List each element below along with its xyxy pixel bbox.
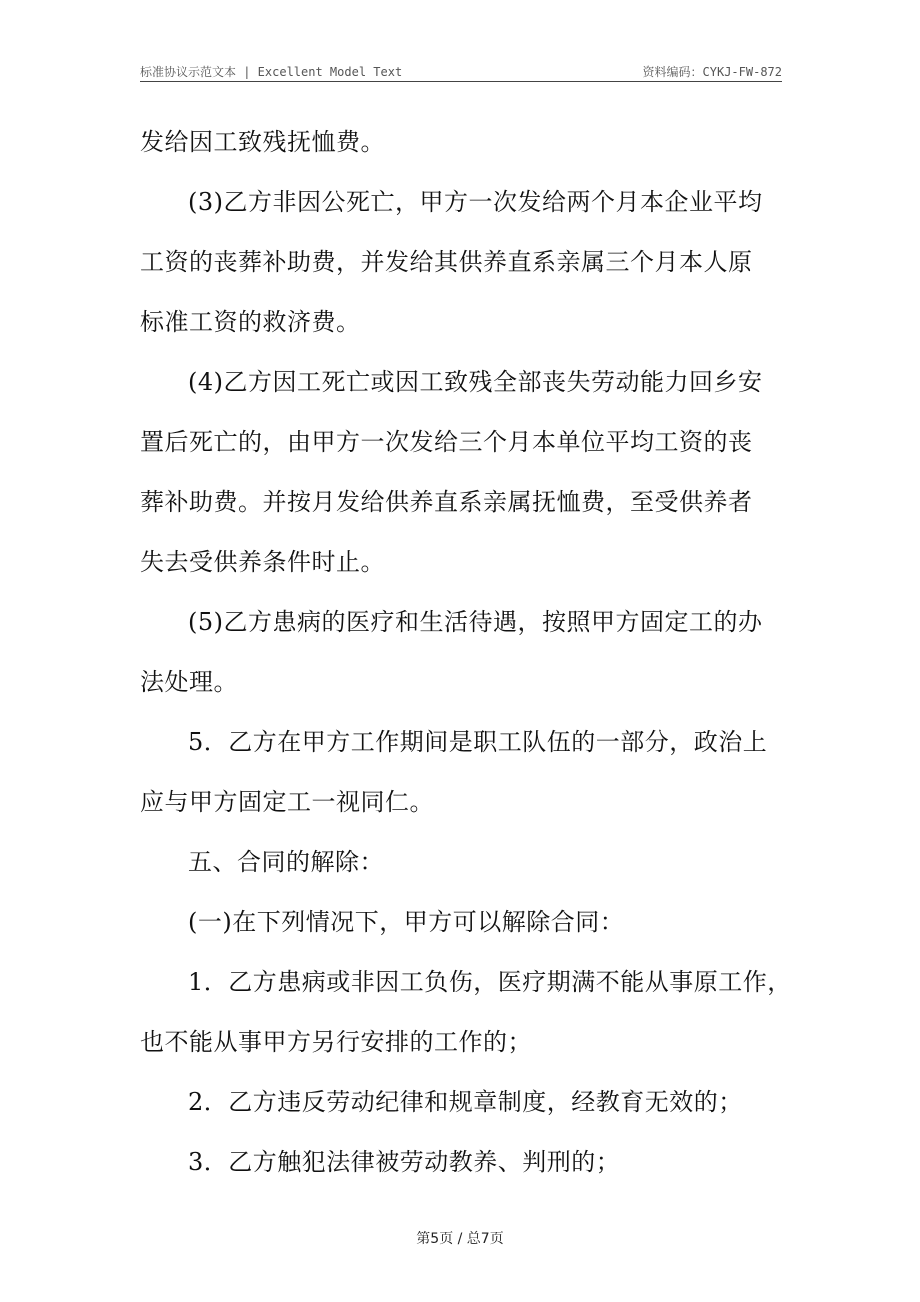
body-line: 标准工资的救济费。 [140, 308, 361, 336]
body-line: 5．乙方在甲方工作期间是职工队伍的一部分，政治上 [188, 728, 768, 756]
section-heading: 五、合同的解除： [188, 848, 384, 876]
body-line: (4)乙方因工死亡或因工致残全部丧失劳动能力回乡安 [188, 368, 763, 396]
body-line: 工资的丧葬补助费，并发给其供养直系亲属三个月本人原 [140, 248, 753, 276]
body-line: 置后死亡的，由甲方一次发给三个月本单位平均工资的丧 [140, 428, 753, 456]
body-line: 应与甲方固定工一视同仁。 [140, 788, 434, 816]
body-line: 葬补助费。并按月发给供养直系亲属抚恤费，至受供养者 [140, 488, 753, 516]
page-number: 第5页 / 总7页 [416, 1231, 504, 1247]
body-line: (5)乙方患病的医疗和生活待遇，按照甲方固定工的办 [188, 608, 763, 636]
document-body [140, 112, 792, 1192]
body-line: 失去受供养条件时止。 [140, 548, 385, 576]
body-line: 法处理。 [140, 668, 238, 696]
body-line: 也不能从事甲方另行安排的工作的； [140, 1028, 532, 1056]
header-title: 标准协议示范文本 | Excellent Model Text [140, 65, 403, 79]
body-line: (一)在下列情况下，甲方可以解除合同： [188, 908, 625, 936]
body-line: 3．乙方触犯法律被劳动教养、判刑的； [188, 1148, 621, 1176]
body-line: 1．乙方患病或非因工负伤，医疗期满不能从事原工作， [188, 968, 792, 996]
body-line: (3)乙方非因公死亡，甲方一次发给两个月本企业平均 [188, 188, 763, 216]
body-line: 发给因工致残抚恤费。 [140, 128, 385, 156]
body-line: 2．乙方违反劳动纪律和规章制度，经教育无效的； [188, 1088, 743, 1116]
document-code: 资料编码：CYKJ-FW-872 [642, 65, 782, 79]
page-header [140, 60, 782, 82]
header-divider [140, 81, 782, 82]
